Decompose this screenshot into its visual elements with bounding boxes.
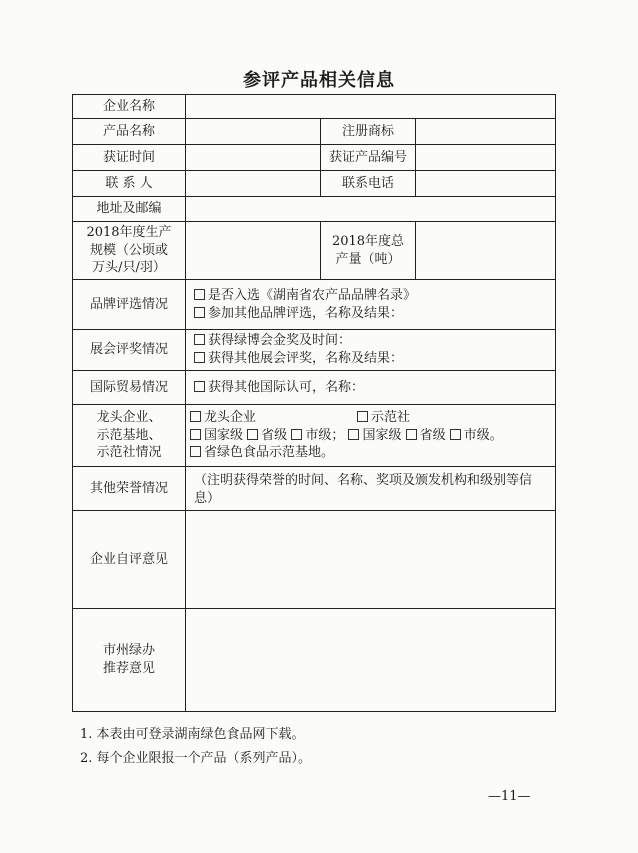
expo-options [185,329,556,371]
honor-label: 其他荣誉情况 [72,466,186,511]
page-title: 参评产品相关信息 [243,70,395,91]
trademark-label: 注册商标 [320,118,416,145]
lead-label [72,404,186,467]
lead-option-text: 国家级 [204,427,244,443]
output-label-line: 2018年度总 [331,233,405,249]
checkbox[interactable] [190,411,201,422]
scale-label [72,221,186,280]
cert-time-field[interactable] [185,144,321,171]
intl-label: 国际贸易情况 [72,370,186,405]
checkbox[interactable] [450,429,461,440]
lead-label-line: 龙头企业、 [96,410,162,426]
checkbox[interactable] [406,429,417,440]
lead-label-line: 示范社情况 [96,445,162,461]
self-eval-field[interactable] [185,510,556,609]
brand-option [194,305,403,323]
recommendation-label-line: 市州绿办 [102,643,155,659]
lead-option-text: 省级 [419,427,446,443]
lead-label-line: 示范基地、 [96,427,162,443]
checkbox[interactable] [348,429,359,440]
expo-option [194,332,351,350]
brand-option-text: 参加其他品牌评选，名称及结果： [208,305,404,321]
lead-option-text: 省绿色食品示范基地。 [204,445,335,461]
cert-no-field[interactable] [415,144,556,171]
checkbox[interactable] [357,411,368,422]
output-label [320,221,416,280]
page-number: —11— [488,789,531,804]
footnote: 1. 本表由可登录湖南绿色食品网下载。 [80,727,305,742]
honor-note: （注明获得荣誉的时间、名称、奖项及颁发机构和级别等信息） [185,466,556,511]
output-label-line: 产量（吨） [335,251,401,267]
output-field[interactable] [415,221,556,280]
contact-field[interactable] [185,170,321,197]
lead-option-text: 龙头企业 [204,410,257,426]
checkbox[interactable] [190,429,201,440]
company-name-label: 企业名称 [72,94,186,119]
expo-label: 展会评奖情况 [72,329,186,371]
intl-option-text: 获得其他国际认可，名称： [208,379,365,395]
scale-label-line: 万头/只/羽） [92,260,166,276]
lead-option-text: 示范社 [371,410,411,426]
lead-option-line [190,444,334,462]
checkbox[interactable] [194,334,205,345]
lead-option-line [190,409,410,427]
trademark-field[interactable] [415,118,556,145]
scale-field[interactable] [185,221,321,280]
scale-label-line: 2018年度生产 [86,225,172,241]
brand-option-text: 是否入选《湖南省农产品品牌名录》 [208,287,417,303]
cert-no-label: 获证产品编号 [320,144,416,171]
intl-option [194,379,364,397]
self-eval-label: 企业自评意见 [72,510,186,609]
phone-field[interactable] [415,170,556,197]
address-field[interactable] [185,196,556,222]
address-label: 地址及邮编 [72,196,186,222]
info-form [72,94,556,712]
expo-option-text: 获得绿博会金奖及时间： [208,333,352,349]
product-name-field[interactable] [185,118,321,145]
product-name-label: 产品名称 [72,118,186,145]
recommendation-field[interactable] [185,608,556,712]
checkbox[interactable] [194,381,205,392]
checkbox[interactable] [247,429,258,440]
cert-time-label: 获证时间 [72,144,186,171]
brand-label: 品牌评选情况 [72,279,186,330]
footnotes [80,723,311,771]
lead-option-line [190,427,503,445]
checkbox[interactable] [190,446,201,457]
contact-label: 联 系 人 [72,170,186,197]
checkbox[interactable] [291,429,302,440]
checkbox[interactable] [194,307,205,318]
footnote: 2. 每个企业限报一个产品（系列产品）。 [80,751,312,766]
scale-label-line: 规模（公顷或 [89,242,168,258]
brand-options [185,279,556,330]
lead-option-text: 市级； [305,427,345,443]
brand-option [194,287,416,305]
intl-options [185,370,556,405]
recommendation-label-line: 推荐意见 [102,661,155,676]
lead-option-text: 市级。 [463,427,503,443]
phone-label: 联系电话 [320,170,416,197]
expo-option [194,350,403,368]
expo-option-text: 获得其他展会评奖，名称及结果： [208,351,404,366]
recommendation-label [72,608,186,712]
lead-option-text: 省级 [261,427,288,443]
company-name-field[interactable] [185,94,556,119]
lead-options [185,404,556,467]
lead-option-text: 国家级 [362,427,402,443]
checkbox[interactable] [194,289,205,300]
checkbox[interactable] [194,352,205,363]
